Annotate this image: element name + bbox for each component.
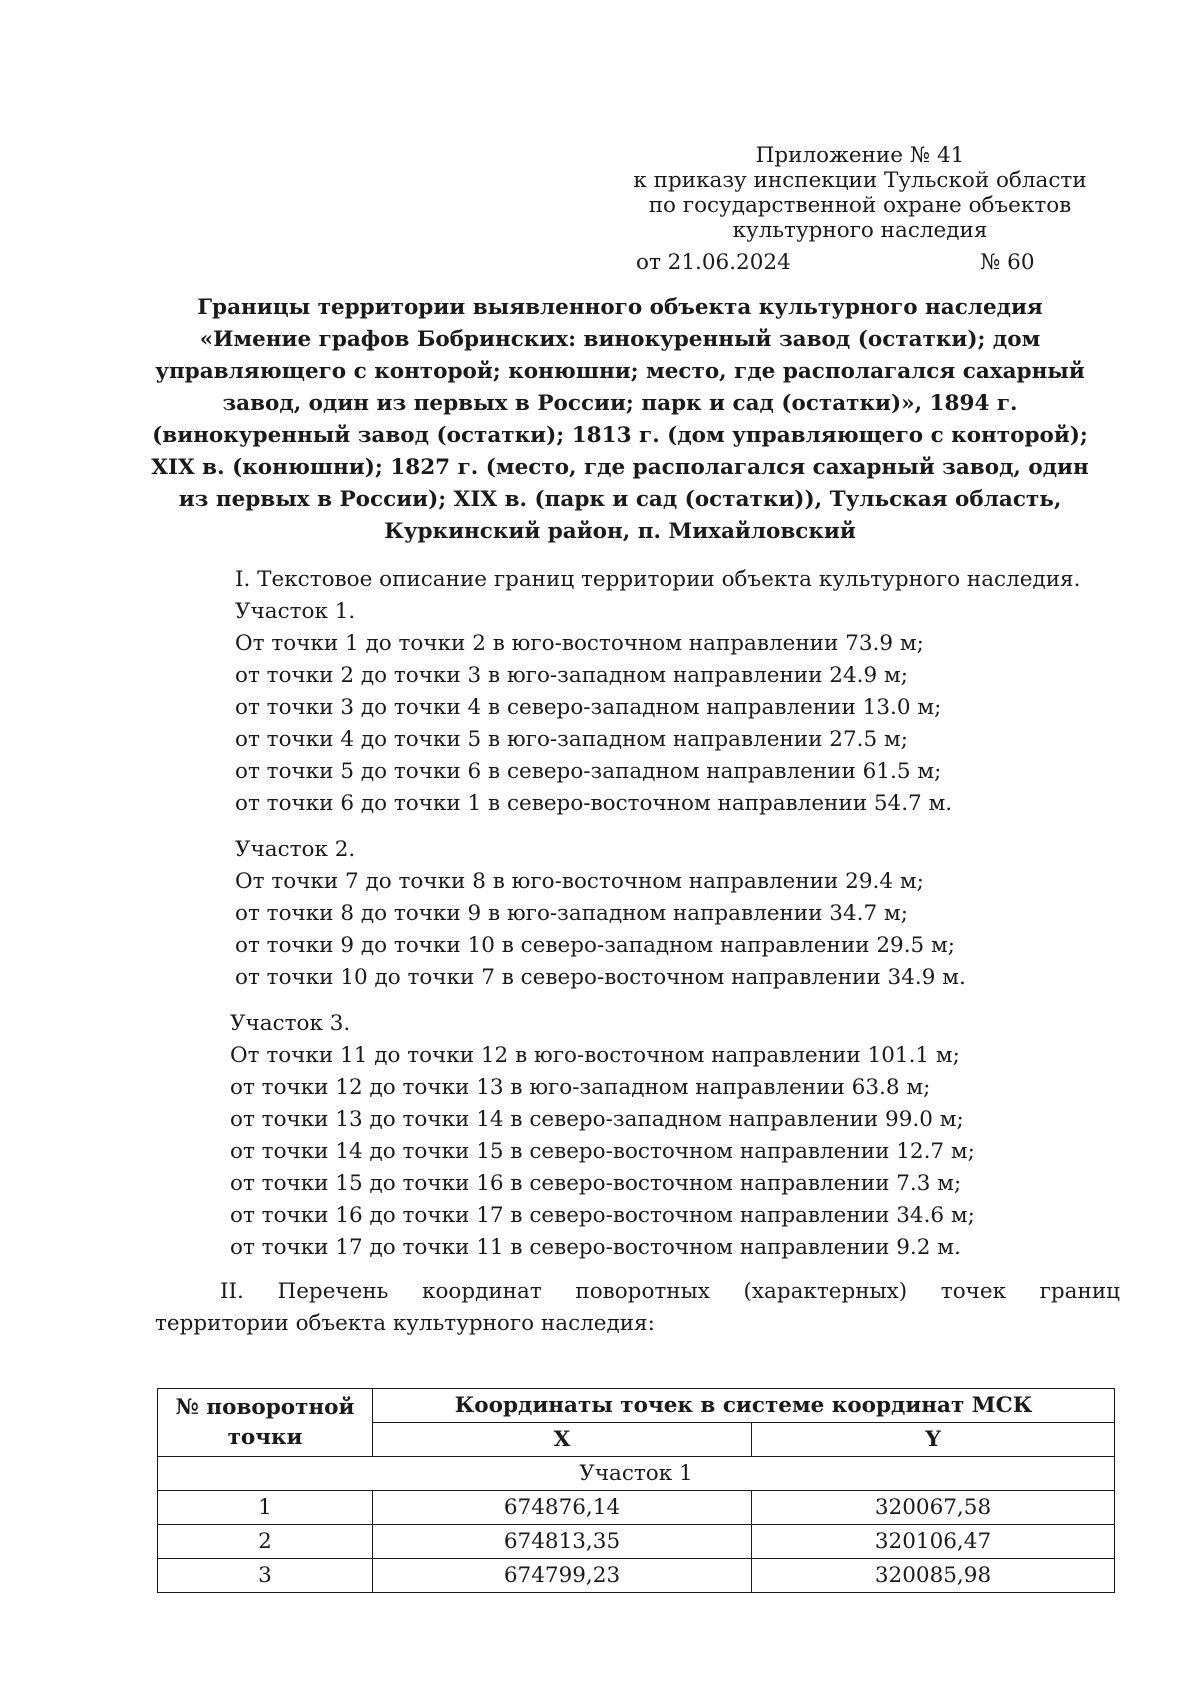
title-line: XIX в. (конюшни); 1827 г. (место, где располагался сахарный завод, один <box>151 455 1089 480</box>
plot-3 <box>155 1008 1120 1264</box>
coord-x: 674799,23 <box>373 1559 752 1593</box>
point-number: 2 <box>158 1525 373 1559</box>
table-row <box>158 1559 1115 1593</box>
group-label: Участок 1 <box>158 1457 1115 1491</box>
appendix-line: по государственной охране объектов <box>648 193 1072 218</box>
section2-heading: II. Перечень координат поворотных (характерных) точек границ <box>220 1279 1120 1304</box>
boundary-segment: от точки 17 до точки 11 в северо-восточном направлении 9.2 м. <box>230 1235 961 1260</box>
boundary-segment: От точки 7 до точки 8 в юго-восточном направлении 29.4 м; <box>235 869 924 894</box>
boundary-segment: от точки 3 до точки 4 в северо-западном направлении 13.0 м; <box>235 695 942 720</box>
boundary-segment: от точки 5 до точки 6 в северо-западном направлении 61.5 м; <box>235 759 942 784</box>
plot-label: Участок 2. <box>235 837 356 862</box>
plot-1 <box>155 596 1120 820</box>
coord-x: 674813,35 <box>373 1525 752 1559</box>
col-coordinates-header: Координаты точек в системе координат МСК <box>373 1389 1115 1423</box>
col-x-header: X <box>373 1423 752 1457</box>
appendix-block <box>600 143 1120 243</box>
boundary-segment: от точки 13 до точки 14 в северо-западном направлении 99.0 м; <box>230 1107 964 1132</box>
plot-label: Участок 1. <box>235 599 356 624</box>
boundary-segment: от точки 14 до точки 15 в северо-восточном направлении 12.7 м; <box>230 1139 975 1164</box>
plot-label: Участок 3. <box>230 1011 351 1036</box>
order-number: № 60 <box>980 250 1035 275</box>
title-line: завод, один из первых в России; парк и сад (остатки)», 1894 г. <box>222 391 1018 416</box>
coord-y: 320085,98 <box>752 1559 1115 1593</box>
boundary-segment: от точки 10 до точки 7 в северо-восточном направлении 34.9 м. <box>235 965 966 990</box>
boundary-segment: от точки 12 до точки 13 в юго-западном направлении 63.8 м; <box>230 1075 931 1100</box>
boundary-segment: от точки 2 до точки 3 в юго-западном направлении 24.9 м; <box>235 663 908 688</box>
title-line: управляющего с конторой; конюшни; место, где располагался сахарный <box>155 359 1085 384</box>
section2-heading-cont: территории объекта культурного наследия: <box>155 1311 655 1336</box>
coordinates-table <box>157 1388 1115 1593</box>
table-row <box>158 1525 1115 1559</box>
point-number: 1 <box>158 1491 373 1525</box>
col-y-header: Y <box>752 1423 1115 1457</box>
section1-heading: I. Текстовое описание границ территории объекта культурного наследия. <box>235 567 1081 592</box>
point-number: 3 <box>158 1559 373 1593</box>
appendix-line: Приложение № 41 <box>755 143 965 168</box>
title-line: Границы территории выявленного объекта культурного наследия <box>197 295 1043 320</box>
document-title <box>140 292 1100 548</box>
col-point-number-header: № поворотной точки <box>158 1389 373 1457</box>
title-line: из первых в России); XIX в. (парк и сад (остатки)), Тульская область, <box>178 487 1062 512</box>
boundary-segment: от точки 9 до точки 10 в северо-западном направлении 29.5 м; <box>235 933 956 958</box>
appendix-line: к приказу инспекции Тульской области <box>633 168 1087 193</box>
boundary-segment: от точки 16 до точки 17 в северо-восточном направлении 34.6 м; <box>230 1203 975 1228</box>
table-header-row <box>158 1389 1115 1423</box>
order-date: от 21.06.2024 <box>636 250 791 275</box>
boundary-segment: От точки 11 до точки 12 в юго-восточном направлении 101.1 м; <box>230 1043 960 1068</box>
document-body <box>155 564 1120 1340</box>
coord-y: 320106,47 <box>752 1525 1115 1559</box>
boundary-segment: от точки 8 до точки 9 в юго-западном направлении 34.7 м; <box>235 901 908 926</box>
boundary-segment: от точки 6 до точки 1 в северо-восточном направлении 54.7 м. <box>235 791 953 816</box>
title-line: «Имение графов Бобринских: винокуренный завод (остатки); дом <box>199 327 1041 352</box>
plot-2 <box>155 834 1120 994</box>
table-group-row <box>158 1457 1115 1491</box>
coord-y: 320067,58 <box>752 1491 1115 1525</box>
appendix-line: культурного наследия <box>732 218 988 243</box>
boundary-segment: от точки 4 до точки 5 в юго-западном направлении 27.5 м; <box>235 727 908 752</box>
coord-x: 674876,14 <box>373 1491 752 1525</box>
title-line: (винокуренный завод (остатки); 1813 г. (дом управляющего с конторой); <box>152 423 1088 448</box>
boundary-segment: От точки 1 до точки 2 в юго-восточном направлении 73.9 м; <box>235 631 924 656</box>
title-line: Куркинский район, п. Михайловский <box>384 519 856 544</box>
boundary-segment: от точки 15 до точки 16 в северо-восточном направлении 7.3 м; <box>230 1171 962 1196</box>
table-row <box>158 1491 1115 1525</box>
